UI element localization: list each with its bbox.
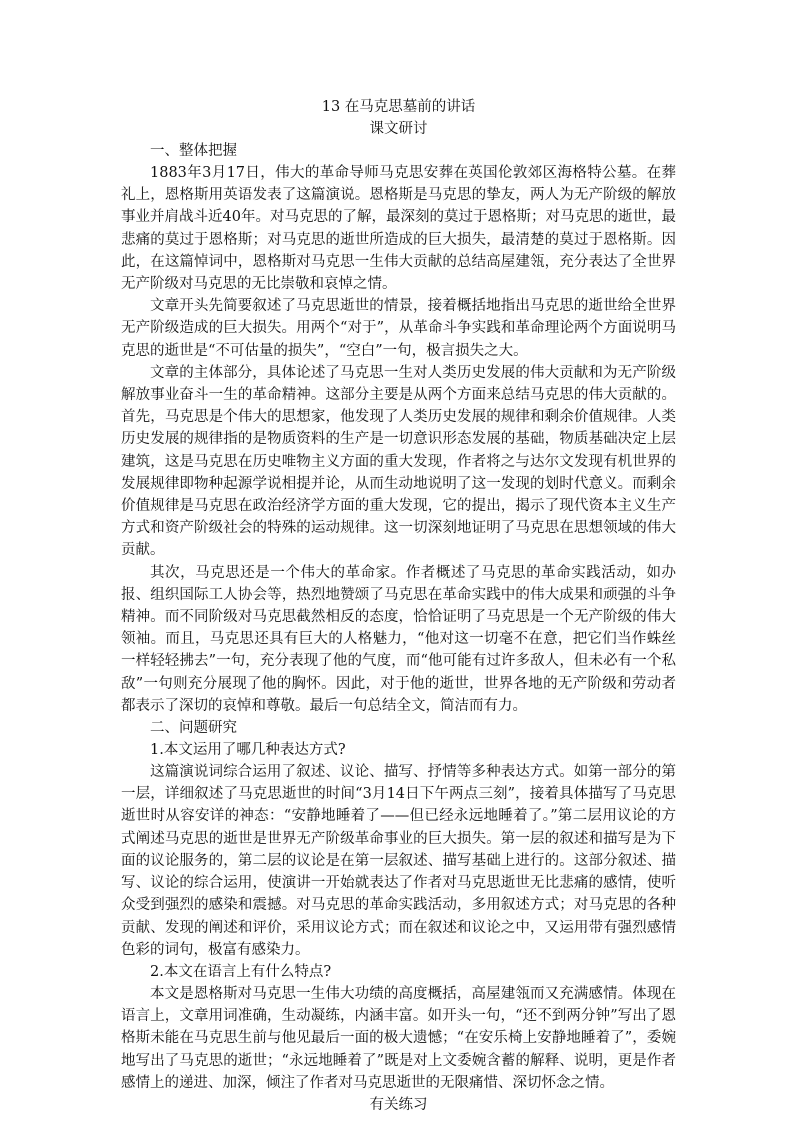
section-heading-questions: 二、问题研究 (150, 720, 237, 737)
paragraph: 其次，马克思还是一个伟大的革命家。作者概述了马克思的革命实践活动，如办报、组织国际工人协会等，热烈地赞颂了马克思在革命实践中的伟大成果和顽强的斗争精神。而不同阶级对马克思截然相反的态度，恰恰证明了马克思是一个无产阶级的伟大领袖。而且，马克思还具有巨大的人格魅力，“他对这一切毫不在意，把它们当作蛛丝一样轻轻拂去”一句，充分表现了他的气度，而“他可能有过许多敌人，但未必有一个私敌”一句则充分展现了他的胸怀。因此，对于他的逝世，世界各地的无产阶级和劳动者都表示了深切的哀悼和尊敬。最后一句总结全文，简洁而有力。 (121, 564, 676, 714)
question-1: 1.本文运用了哪几种表达方式? (150, 742, 346, 759)
document-subtitle: 课文研讨 (369, 121, 428, 137)
paragraph: 文章的主体部分，具体论述了马克思一生对人类历史发展的伟大贡献和为无产阶级解放事业奋斗一生的革命精神。这部分主要是从两个方面来总结马克思的伟大贡献的。首先，马克思是个伟大的思想家，他发现了人类历史发展的规律和剩余价值规律。人类历史发展的规律指的是物质资料的生产是一切意识形态发展的基础，物质基础决定上层建筑，这是马克思在历史唯物主义方面的重大发现，作者将之与达尔文发现有机世界的发展规律即物种起源学说相提并论，从而生动地说明了这一发现的划时代意义。而剩余价值规律是马克思在政治经济学方面的重大发现，它的提出，揭示了现代资本主义生产方式和资产阶级社会的特殊的运动规律。这一切深刻地证明了马克思在思想领域的伟大贡献。 (121, 364, 676, 559)
paragraph: 1883年3月17日，伟大的革命导师马克思安葬在英国伦敦郊区海格特公墓。在葬礼上，恩格斯用英语发表了这篇演说。恩格斯是马克思的挚友，两人为无产阶级的解放事业并肩战斗近40年。对马克思的了解，最深刻的莫过于恩格斯；对马克思的逝世，最悲痛的莫过于恩格斯；对马克思的逝世所造成的巨大损失，最清楚的莫过于恩格斯。因此，在这篇悼词中，恩格斯对马克思一生伟大贡献的总结高屋建瓴，充分表达了全世界无产阶级对马克思的无比崇敬和哀悼之情。 (121, 165, 676, 293)
document-title: 13 在马克思墓前的讲话 (321, 99, 476, 115)
answer-2: 本文是恩格斯对马克思一生伟大功绩的高度概括，高屋建瓴而又充满感情。体现在语言上，文章用词准确，生动凝练，内涵丰富。如开头一句，“还不到两分钟”写出了恩格斯未能在马克思生前与他见最后一面的极大遗憾；“在安乐椅上安静地睡着了”，委婉地写出了马克思的逝世；“永远地睡着了”既是对上文委婉含蓄的解释、说明，更是作者感情上的递进、加深，倾注了作者对马克思逝世的无限痛惜、深切怀念之情。 (121, 985, 676, 1091)
question-2: 2.本文在语言上有什么特点? (150, 963, 332, 980)
paragraph: 文章开头先简要叙述了马克思逝世的情景，接着概括地指出马克思的逝世给全世界无产阶级造成的巨大损失。用两个“对于”，从革命斗争实践和革命理论两个方面说明马克思的逝世是“不可估量的损失”，“空白”一句，极言损失之大。 (121, 298, 676, 359)
answer-1: 这篇演说词综合运用了叙述、议论、描写、抒情等多种表达方式。如第一部分的第一层，详细叙述了马克思逝世的时间“3月14日下午两点三刻”，接着具体描写了马克思逝世时从容安详的神态：“安静地睡着了——但已经永远地睡着了。”第二层用议论的方式阐述马克思的逝世是世界无产阶级革命事业的巨大损失。第一层的叙述和描写是为下面的议论服务的，第二层的议论是在第一层叙述、描写基础上进行的。这部分叙述、描写、议论的综合运用，使演讲一开始就表达了作者对马克思逝世无比悲痛的感情，使听众受到强烈的感染和震撼。对马克思的革命实践活动，多用叙述方式；对马克思的各种贡献、发现的阐述和评价，采用议论方式；而在叙述和议论之中，又运用带有强烈感情色彩的词句，极富有感染力。 (121, 764, 676, 958)
footer-heading: 有关练习 (369, 1096, 428, 1113)
document-page (121, 96, 676, 1116)
section-heading-overview: 一、整体把握 (150, 143, 237, 159)
